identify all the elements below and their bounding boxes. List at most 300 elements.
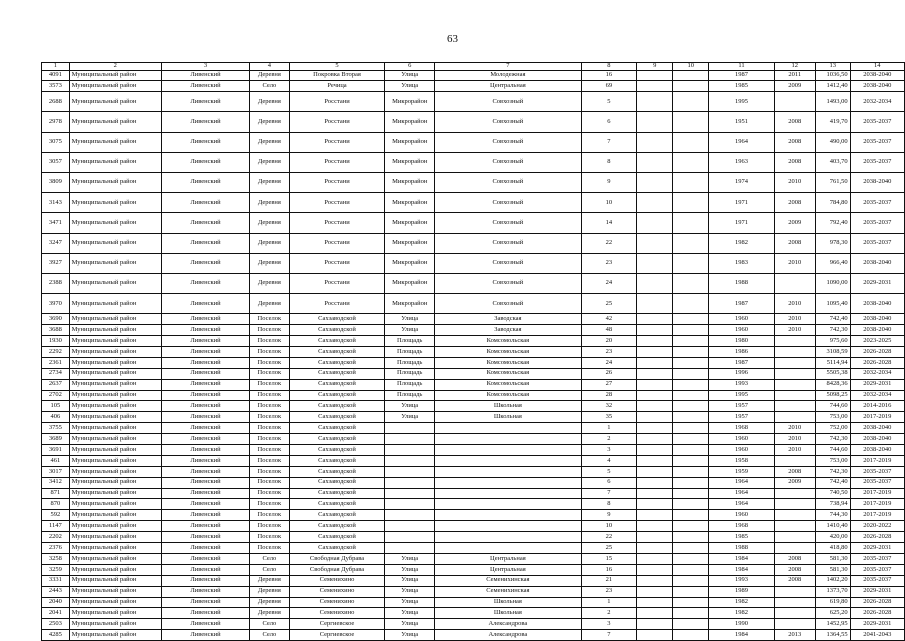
col-letter — [673, 273, 709, 293]
table-row — [42, 132, 905, 152]
col-district: Ливенский — [161, 434, 249, 445]
col-house: 23 — [581, 253, 636, 273]
col-area: 5505,38 — [815, 368, 850, 379]
table-row — [42, 434, 905, 445]
col-street — [435, 445, 582, 456]
table-row — [42, 294, 905, 314]
col-street: Совхозный — [435, 294, 582, 314]
table-row — [42, 273, 905, 293]
col-area: 5098,25 — [815, 390, 850, 401]
table-row — [42, 152, 905, 172]
col-street-type — [385, 521, 435, 532]
col-street: Совхозный — [435, 92, 582, 112]
col-house: 16 — [581, 70, 636, 81]
col-district: Ливенский — [161, 132, 249, 152]
col-letter — [673, 434, 709, 445]
col-building — [637, 412, 673, 423]
col-street: Совхозный — [435, 173, 582, 193]
col-building — [637, 445, 673, 456]
col-settlement: Росстани — [289, 92, 385, 112]
col-street-type: Улица — [385, 70, 435, 81]
col-street-type — [385, 445, 435, 456]
col-year-built: 1968 — [709, 423, 774, 434]
col-house: 10 — [581, 193, 636, 213]
column-number-5: 5 — [289, 63, 385, 71]
col-repair-period: 2029-2031 — [850, 273, 904, 293]
col-id: 3690 — [42, 314, 70, 325]
col-settlement: Свободная Дубрава — [289, 553, 385, 564]
column-number-10: 10 — [673, 63, 709, 71]
col-settlement: Сахзаводской — [289, 445, 385, 456]
col-settlement-type: Поселок — [250, 412, 290, 423]
col-settlement: Сахзаводской — [289, 347, 385, 358]
column-number-11: 11 — [709, 63, 774, 71]
col-year-privatized: 2010 — [774, 294, 815, 314]
col-repair-period: 2035-2037 — [850, 564, 904, 575]
col-area: 753,00 — [815, 455, 850, 466]
col-building — [637, 597, 673, 608]
col-street: Молодежная — [435, 70, 582, 81]
col-district: Ливенский — [161, 253, 249, 273]
col-area: 3108,59 — [815, 347, 850, 358]
column-number-9: 9 — [637, 63, 673, 71]
col-building — [637, 336, 673, 347]
col-building — [637, 543, 673, 554]
col-building — [637, 477, 673, 488]
col-area: 753,00 — [815, 412, 850, 423]
col-house: 27 — [581, 379, 636, 390]
col-area: 8428,36 — [815, 379, 850, 390]
col-house: 2 — [581, 608, 636, 619]
col-settlement-type: Деревня — [250, 294, 290, 314]
col-repair-period: 2014-2016 — [850, 401, 904, 412]
col-settlement-type: Деревня — [250, 575, 290, 586]
col-id: 2978 — [42, 112, 70, 132]
col-district: Ливенский — [161, 423, 249, 434]
col-year-built: 1964 — [709, 488, 774, 499]
col-municipality-type: Муниципальный район — [69, 466, 161, 477]
col-repair-period: 2035-2037 — [850, 132, 904, 152]
col-area: 744,30 — [815, 510, 850, 521]
table-row — [42, 553, 905, 564]
col-id: 3573 — [42, 81, 70, 92]
col-year-privatized — [774, 608, 815, 619]
col-street-type: Микрорайон — [385, 273, 435, 293]
col-repair-period: 2038-2040 — [850, 445, 904, 456]
col-id: 592 — [42, 510, 70, 521]
col-street: Александрова — [435, 619, 582, 630]
col-settlement: Сахзаводской — [289, 477, 385, 488]
col-house: 1 — [581, 597, 636, 608]
col-repair-period: 2026-2028 — [850, 608, 904, 619]
col-house: 32 — [581, 401, 636, 412]
col-repair-period: 2032-2034 — [850, 92, 904, 112]
col-year-built: 1984 — [709, 630, 774, 641]
col-settlement-type: Село — [250, 564, 290, 575]
col-settlement: Семенихино — [289, 575, 385, 586]
col-district: Ливенский — [161, 213, 249, 233]
col-settlement-type: Село — [250, 81, 290, 92]
table-row — [42, 586, 905, 597]
table-row — [42, 92, 905, 112]
col-year-built: 1985 — [709, 532, 774, 543]
col-settlement-type: Поселок — [250, 314, 290, 325]
column-number-1: 1 — [42, 63, 70, 71]
col-municipality-type: Муниципальный район — [69, 412, 161, 423]
table-row — [42, 112, 905, 132]
col-area: 418,80 — [815, 543, 850, 554]
col-repair-period: 2029-2031 — [850, 379, 904, 390]
col-settlement-type: Поселок — [250, 390, 290, 401]
col-year-privatized: 2010 — [774, 173, 815, 193]
col-municipality-type: Муниципальный район — [69, 455, 161, 466]
col-year-privatized — [774, 510, 815, 521]
col-id: 3970 — [42, 294, 70, 314]
col-id: 870 — [42, 499, 70, 510]
col-year-built: 1987 — [709, 70, 774, 81]
col-letter — [673, 152, 709, 172]
col-settlement: Росстани — [289, 253, 385, 273]
col-settlement-type: Поселок — [250, 455, 290, 466]
table-row — [42, 455, 905, 466]
col-id: 2040 — [42, 597, 70, 608]
col-settlement: Сахзаводской — [289, 455, 385, 466]
col-street-type: Площадь — [385, 390, 435, 401]
col-letter — [673, 412, 709, 423]
col-street: Заводская — [435, 314, 582, 325]
column-number-12: 12 — [774, 63, 815, 71]
col-building — [637, 152, 673, 172]
col-municipality-type: Муниципальный район — [69, 564, 161, 575]
col-municipality-type: Муниципальный район — [69, 81, 161, 92]
col-house: 5 — [581, 92, 636, 112]
table-row — [42, 543, 905, 554]
col-municipality-type: Муниципальный район — [69, 434, 161, 445]
col-area: 742,40 — [815, 477, 850, 488]
table-row — [42, 336, 905, 347]
col-id: 3247 — [42, 233, 70, 253]
col-year-built: 1960 — [709, 434, 774, 445]
col-settlement: Сахзаводской — [289, 532, 385, 543]
col-settlement: Росстани — [289, 294, 385, 314]
col-id: 871 — [42, 488, 70, 499]
col-building — [637, 510, 673, 521]
col-year-privatized — [774, 390, 815, 401]
col-year-privatized — [774, 619, 815, 630]
col-year-built: 1982 — [709, 233, 774, 253]
col-id: 3809 — [42, 173, 70, 193]
table-row — [42, 81, 905, 92]
col-settlement: Росстани — [289, 233, 385, 253]
col-year-privatized — [774, 455, 815, 466]
col-settlement: Сахзаводской — [289, 423, 385, 434]
col-repair-period: 2035-2037 — [850, 193, 904, 213]
col-letter — [673, 608, 709, 619]
col-repair-period: 2038-2040 — [850, 314, 904, 325]
column-number-6: 6 — [385, 63, 435, 71]
col-house: 35 — [581, 412, 636, 423]
col-year-privatized — [774, 273, 815, 293]
col-street: Комсомольская — [435, 357, 582, 368]
col-house: 4 — [581, 455, 636, 466]
col-letter — [673, 390, 709, 401]
col-settlement-type: Село — [250, 619, 290, 630]
col-street-type: Улица — [385, 81, 435, 92]
col-letter — [673, 112, 709, 132]
col-municipality-type: Муниципальный район — [69, 357, 161, 368]
col-municipality-type: Муниципальный район — [69, 152, 161, 172]
col-settlement: Росстани — [289, 112, 385, 132]
table-row — [42, 233, 905, 253]
col-district: Ливенский — [161, 173, 249, 193]
column-number-13: 13 — [815, 63, 850, 71]
col-year-privatized — [774, 499, 815, 510]
col-house: 42 — [581, 314, 636, 325]
col-settlement: Сахзаводской — [289, 466, 385, 477]
col-year-built: 1986 — [709, 347, 774, 358]
col-area: 5114,94 — [815, 357, 850, 368]
col-year-privatized — [774, 488, 815, 499]
col-year-built: 1983 — [709, 253, 774, 273]
col-area: 761,50 — [815, 173, 850, 193]
col-street-type: Микрорайон — [385, 173, 435, 193]
col-year-built: 1993 — [709, 379, 774, 390]
col-district: Ливенский — [161, 510, 249, 521]
col-repair-period: 2038-2040 — [850, 434, 904, 445]
col-house: 6 — [581, 477, 636, 488]
col-year-built: 1995 — [709, 92, 774, 112]
col-year-privatized: 2010 — [774, 434, 815, 445]
col-letter — [673, 564, 709, 575]
col-settlement-type: Деревня — [250, 608, 290, 619]
col-building — [637, 575, 673, 586]
col-building — [637, 132, 673, 152]
col-street-type — [385, 499, 435, 510]
col-building — [637, 92, 673, 112]
col-year-built: 1960 — [709, 445, 774, 456]
col-house: 24 — [581, 357, 636, 368]
col-house: 23 — [581, 347, 636, 358]
table-row — [42, 325, 905, 336]
col-municipality-type: Муниципальный район — [69, 423, 161, 434]
col-letter — [673, 336, 709, 347]
col-street-type: Улица — [385, 586, 435, 597]
col-house: 3 — [581, 619, 636, 630]
col-year-built: 1964 — [709, 499, 774, 510]
col-settlement: Сахзаводской — [289, 325, 385, 336]
col-id: 3259 — [42, 564, 70, 575]
col-id: 2734 — [42, 368, 70, 379]
col-municipality-type: Муниципальный район — [69, 521, 161, 532]
col-street-type: Улица — [385, 553, 435, 564]
col-id: 406 — [42, 412, 70, 423]
col-municipality-type: Муниципальный район — [69, 347, 161, 358]
col-id: 2637 — [42, 379, 70, 390]
col-settlement: Росстани — [289, 193, 385, 213]
col-area: 738,94 — [815, 499, 850, 510]
col-street-type: Улица — [385, 401, 435, 412]
col-settlement-type: Деревня — [250, 213, 290, 233]
col-settlement: Сахзаводской — [289, 357, 385, 368]
col-repair-period: 2029-2031 — [850, 543, 904, 554]
col-district: Ливенский — [161, 368, 249, 379]
table-row — [42, 499, 905, 510]
col-house: 21 — [581, 575, 636, 586]
col-year-built: 1960 — [709, 510, 774, 521]
col-repair-period: 2038-2040 — [850, 253, 904, 273]
col-settlement: Семенихино — [289, 608, 385, 619]
col-repair-period: 2038-2040 — [850, 325, 904, 336]
col-id: 4285 — [42, 630, 70, 641]
col-year-privatized — [774, 92, 815, 112]
col-house: 22 — [581, 233, 636, 253]
col-municipality-type: Муниципальный район — [69, 325, 161, 336]
col-building — [637, 488, 673, 499]
col-street: Совхозный — [435, 152, 582, 172]
col-house: 7 — [581, 630, 636, 641]
col-municipality-type: Муниципальный район — [69, 379, 161, 390]
col-settlement: Речица — [289, 81, 385, 92]
col-district: Ливенский — [161, 630, 249, 641]
col-repair-period: 2035-2037 — [850, 112, 904, 132]
table-row — [42, 488, 905, 499]
col-area: 1090,00 — [815, 273, 850, 293]
col-street: Школьная — [435, 412, 582, 423]
col-letter — [673, 173, 709, 193]
col-street: Совхозный — [435, 193, 582, 213]
col-district: Ливенский — [161, 70, 249, 81]
col-year-built: 1982 — [709, 597, 774, 608]
col-letter — [673, 347, 709, 358]
column-number-7: 7 — [435, 63, 582, 71]
col-letter — [673, 357, 709, 368]
col-municipality-type: Муниципальный район — [69, 619, 161, 630]
col-repair-period: 2035-2037 — [850, 233, 904, 253]
col-repair-period: 2026-2028 — [850, 347, 904, 358]
col-street-type: Улица — [385, 630, 435, 641]
col-id: 1147 — [42, 521, 70, 532]
col-settlement-type: Поселок — [250, 401, 290, 412]
col-letter — [673, 553, 709, 564]
col-house: 9 — [581, 173, 636, 193]
col-house: 14 — [581, 213, 636, 233]
col-id: 4091 — [42, 70, 70, 81]
col-building — [637, 273, 673, 293]
col-municipality-type: Муниципальный район — [69, 532, 161, 543]
col-area: 625,20 — [815, 608, 850, 619]
col-street — [435, 543, 582, 554]
col-area: 978,30 — [815, 233, 850, 253]
column-number-3: 3 — [161, 63, 249, 71]
col-repair-period: 2035-2037 — [850, 466, 904, 477]
col-year-built: 1963 — [709, 152, 774, 172]
col-repair-period: 2038-2040 — [850, 70, 904, 81]
col-street-type — [385, 477, 435, 488]
col-street-type: Улица — [385, 412, 435, 423]
col-id: 2388 — [42, 273, 70, 293]
col-settlement: Сахзаводской — [289, 521, 385, 532]
col-id: 2361 — [42, 357, 70, 368]
col-id: 3143 — [42, 193, 70, 213]
col-area: 420,00 — [815, 532, 850, 543]
col-id: 2376 — [42, 543, 70, 554]
col-year-built: 1951 — [709, 112, 774, 132]
col-house: 15 — [581, 553, 636, 564]
col-settlement: Росстани — [289, 173, 385, 193]
col-year-built: 1964 — [709, 132, 774, 152]
col-house: 20 — [581, 336, 636, 347]
col-street — [435, 455, 582, 466]
col-street-type: Улица — [385, 314, 435, 325]
col-letter — [673, 325, 709, 336]
col-building — [637, 586, 673, 597]
col-settlement-type: Поселок — [250, 325, 290, 336]
col-settlement: Сергиевское — [289, 630, 385, 641]
col-street-type: Улица — [385, 597, 435, 608]
col-building — [637, 434, 673, 445]
col-settlement-type: Деревня — [250, 253, 290, 273]
table-row — [42, 412, 905, 423]
col-settlement: Семенихино — [289, 597, 385, 608]
col-area: 744,60 — [815, 401, 850, 412]
col-municipality-type: Муниципальный район — [69, 401, 161, 412]
col-year-built: 1995 — [709, 390, 774, 401]
col-area: 619,80 — [815, 597, 850, 608]
col-year-built: 1974 — [709, 173, 774, 193]
col-house: 6 — [581, 112, 636, 132]
col-id: 3689 — [42, 434, 70, 445]
col-street: Комсомольская — [435, 379, 582, 390]
col-house: 48 — [581, 325, 636, 336]
col-area: 581,30 — [815, 564, 850, 575]
col-year-built: 1988 — [709, 273, 774, 293]
col-district: Ливенский — [161, 597, 249, 608]
col-municipality-type: Муниципальный район — [69, 92, 161, 112]
col-area: 742,30 — [815, 434, 850, 445]
col-id: 3258 — [42, 553, 70, 564]
col-repair-period: 2035-2037 — [850, 213, 904, 233]
table-row — [42, 466, 905, 477]
col-district: Ливенский — [161, 336, 249, 347]
col-letter — [673, 586, 709, 597]
col-repair-period: 2017-2019 — [850, 499, 904, 510]
col-year-built: 1989 — [709, 586, 774, 597]
col-municipality-type: Муниципальный район — [69, 499, 161, 510]
col-municipality-type: Муниципальный район — [69, 477, 161, 488]
col-house: 7 — [581, 488, 636, 499]
col-settlement: Росстани — [289, 213, 385, 233]
col-street: Школьная — [435, 608, 582, 619]
col-letter — [673, 630, 709, 641]
col-building — [637, 401, 673, 412]
col-street-type: Улица — [385, 564, 435, 575]
col-settlement-type: Село — [250, 630, 290, 641]
col-settlement-type: Поселок — [250, 445, 290, 456]
table-row — [42, 347, 905, 358]
col-letter — [673, 543, 709, 554]
col-year-privatized: 2010 — [774, 423, 815, 434]
table-row — [42, 379, 905, 390]
col-settlement: Росстани — [289, 152, 385, 172]
col-settlement-type: Деревня — [250, 597, 290, 608]
col-year-privatized: 2009 — [774, 213, 815, 233]
col-area: 490,00 — [815, 132, 850, 152]
col-municipality-type: Муниципальный район — [69, 213, 161, 233]
col-building — [637, 423, 673, 434]
col-street-type: Микрорайон — [385, 193, 435, 213]
table-row — [42, 253, 905, 273]
col-year-built: 1984 — [709, 553, 774, 564]
